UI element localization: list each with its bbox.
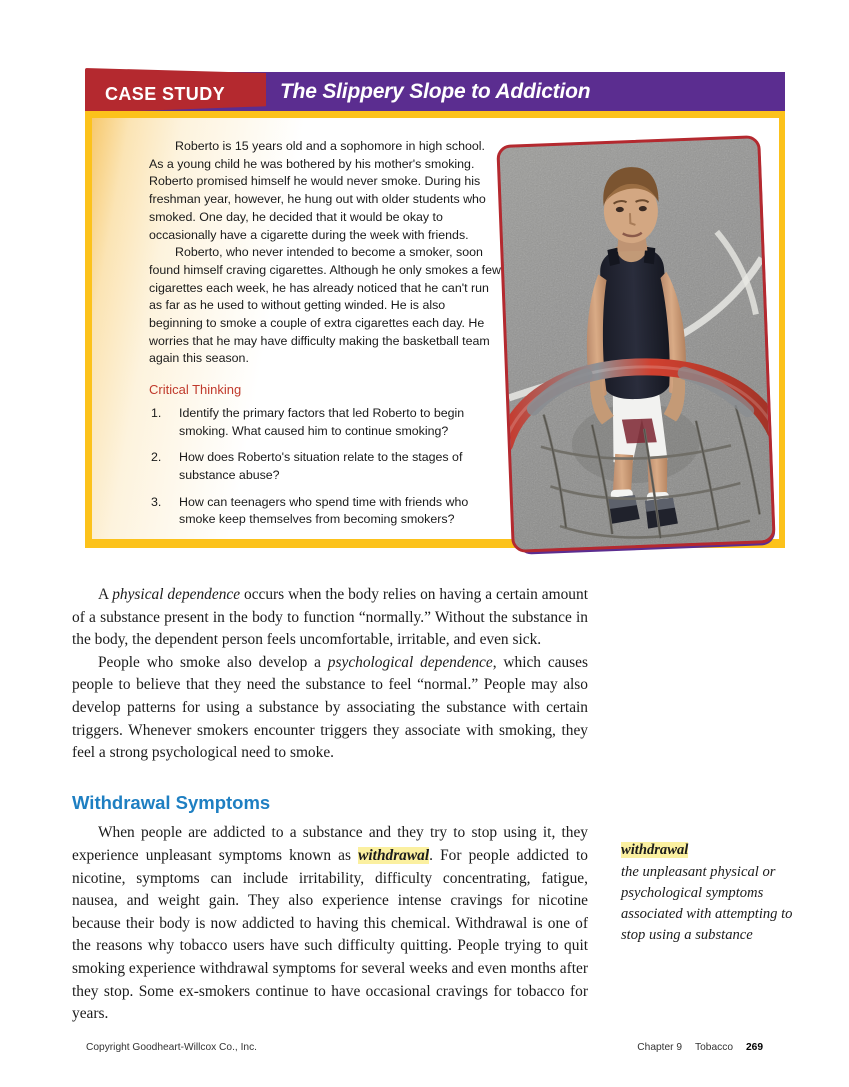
- case-study-body-frame: [85, 111, 785, 548]
- footer-copyright: Copyright Goodheart-Willcox Co., Inc.: [86, 1042, 257, 1053]
- basketball-court-photo-illustration: [499, 138, 772, 550]
- list-item: [149, 449, 501, 484]
- case-study-box: [85, 72, 785, 548]
- case-study-paragraph-1: Roberto is 15 years old and a sophomore in high school. As a young child he was bothered by his mother's smoking. Roberto promised himself he would never smoke. During his freshman year, however, he hung out with older students who smoked. One day, he decided that it would be okay to occasionally have a cigarette during the week with friends.: [149, 139, 486, 242]
- question-text: Identify the primary factors that led Roberto to begin smoking. What caused him to continue smoking?: [179, 405, 465, 438]
- question-text: How can teenagers who spend time with friends who smoke keep themselves from becoming smokers?: [179, 494, 469, 527]
- question-number: 2.: [151, 450, 162, 465]
- question-number: 1.: [151, 405, 162, 420]
- margin-definition-text: the unpleasant physical or psychological symptoms associated with attempting to stop using a substance: [621, 864, 793, 943]
- body-paragraph-1: [72, 584, 588, 652]
- paragraph-2-rest: , which causes people to believe that they need the substance to feel “normal.” People may also develop patterns for using a substance by associating the substance with certain triggers. Whenever smokers encounter triggers they associate with smoking, they feel a strong psychological need to smoke.: [72, 653, 588, 762]
- body-paragraph-2: [72, 652, 588, 765]
- critical-thinking-question-list: [149, 405, 501, 529]
- case-study-photo: [496, 135, 775, 553]
- paragraph-1-rest: occurs when the body relies on having a certain amount of a substance present in the body to function “normally.” Without the substance in the body, the dependent person feels uncomfortable, irritable, and even sick.: [72, 586, 588, 649]
- case-study-text: [149, 138, 501, 538]
- paragraph-3-rest: . For people addicted to nicotine, symptoms can include irritability, difficulty concentrating, fatigue, nausea, and weight gain. They also experience intense cravings for nicotine because their body is now addicted to having this chemical. Withdrawal is one of the reasons why tobacco users have such difficulty quitting. People trying to quit smoking experience withdrawal symptoms for several weeks and even months after they stop. Some ex-smokers continue to have occasional cravings for tobacco for years.: [72, 846, 589, 1023]
- list-item: [149, 405, 501, 440]
- body-paragraph-3: [72, 822, 588, 1025]
- case-study-body-inner: [92, 118, 779, 539]
- section-heading-withdrawal-symptoms: Withdrawal Symptoms: [72, 791, 271, 813]
- case-study-tag-label: CASE STUDY: [105, 84, 226, 104]
- critical-thinking-heading: Critical Thinking: [149, 382, 242, 398]
- margin-definition-term: withdrawal: [621, 842, 689, 858]
- footer-page-info: [637, 1042, 763, 1053]
- question-text: How does Roberto's situation relate to the stages of substance abuse?: [179, 450, 463, 482]
- paragraph-3-lead: When people are addicted to a substance and they try to stop using it, they experience unpleasant symptoms known as: [72, 824, 588, 864]
- highlighted-term-withdrawal: withdrawal: [358, 846, 430, 864]
- footer-topic: Tobacco: [695, 1042, 733, 1053]
- list-item: [149, 494, 501, 529]
- paragraph-1-lead: A: [98, 586, 113, 603]
- margin-definition: [621, 840, 801, 946]
- case-study-title: The Slippery Slope to Addiction: [280, 80, 591, 103]
- term-psychological-dependence: psychological dependence: [327, 653, 493, 671]
- footer-chapter: Chapter 9: [637, 1042, 683, 1053]
- main-text-column: [72, 584, 588, 1026]
- case-study-paragraph-2: Roberto, who never intended to become a smoker, soon found himself craving cigarettes. Although he only smokes a few cigarettes each week, he has already noticed that he can't run as far as he used to without getting winded. He is also beginning to smoke a couple of extra cigarettes each day. He worries that he may have difficulty making the basketball team again this season.: [149, 245, 501, 366]
- footer-page-number: 269: [746, 1042, 763, 1053]
- paragraph-2-lead: People who smoke also develop a: [98, 653, 328, 671]
- term-physical-dependence: physical dependence: [112, 586, 241, 603]
- question-number: 3.: [151, 494, 162, 509]
